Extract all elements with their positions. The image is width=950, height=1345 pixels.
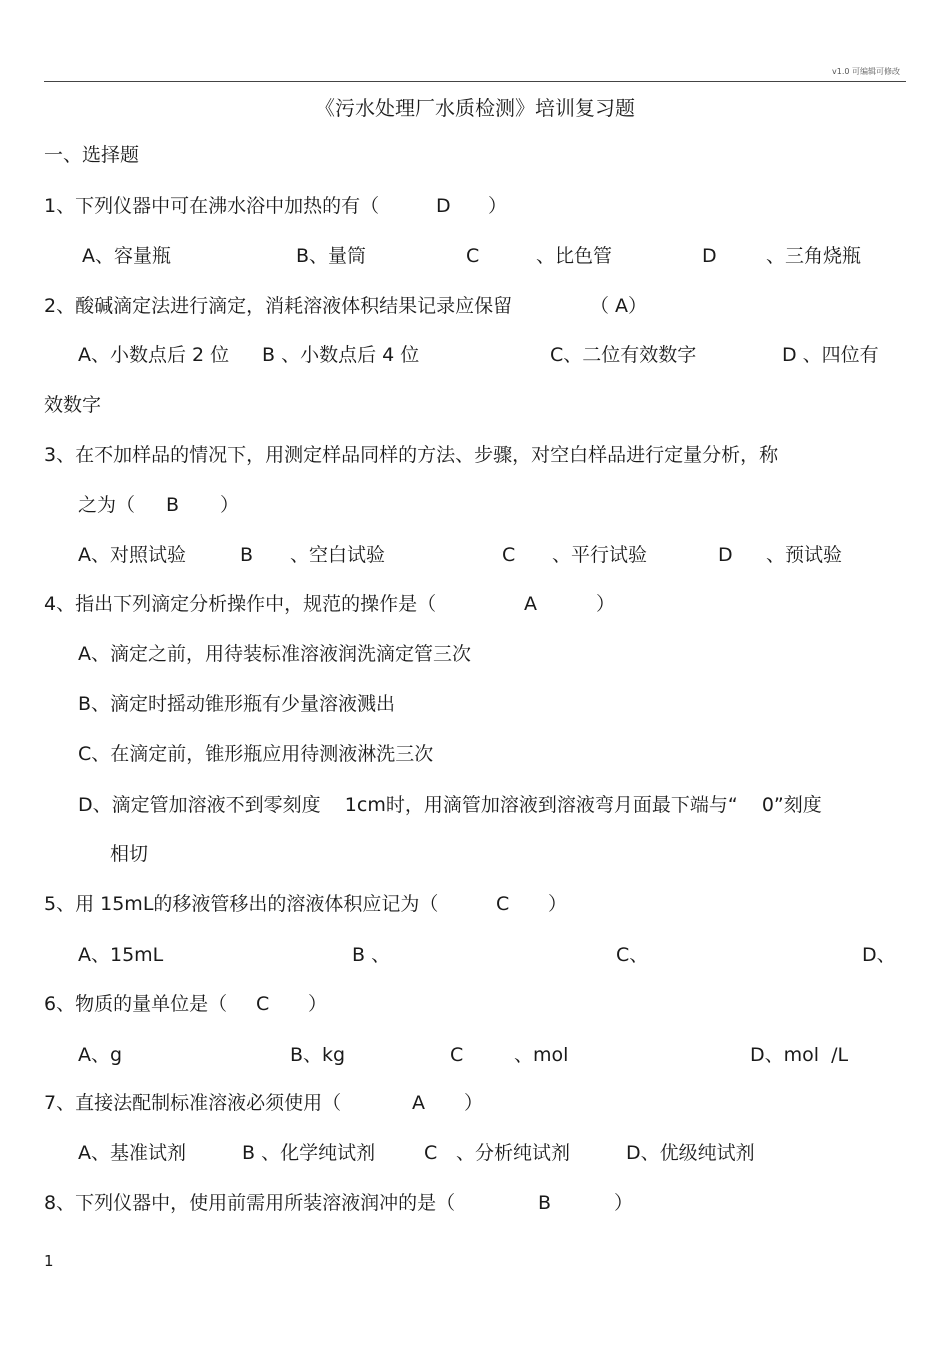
option-d: D、mol /L bbox=[750, 1044, 849, 1066]
option-d: D、滴定管加溶液不到零刻度 1cm时，用滴管加溶液到溶液弯月面最下端与“ 0”刻度 bbox=[78, 794, 822, 816]
answer-close: ） bbox=[464, 1092, 484, 1114]
answer-close: ） bbox=[596, 593, 616, 615]
answer: C bbox=[496, 893, 510, 915]
page-title: 《污水处理厂水质检测》培训复习题 bbox=[315, 96, 635, 120]
answer-close: ） bbox=[614, 1192, 634, 1214]
option-a: A、基准试剂 bbox=[78, 1142, 186, 1164]
option-d-continued: 效数字 bbox=[44, 394, 102, 416]
header-note: v1.0 可编辑可修改 bbox=[832, 67, 900, 76]
question-stem: 7、直接法配制标准溶液必须使用（ bbox=[44, 1092, 342, 1114]
question-stem: 6、物质的量单位是（ bbox=[44, 993, 228, 1015]
answer-close: ） bbox=[220, 494, 240, 516]
option-b: B、量筒 bbox=[296, 245, 367, 267]
answer: D bbox=[436, 195, 451, 217]
option-c: C、二位有效数字 bbox=[550, 344, 697, 366]
option-c-letter: C bbox=[424, 1142, 438, 1164]
page-number: 1 bbox=[44, 1252, 54, 1270]
question-stem: 2、酸碱滴定法进行滴定，消耗溶液体积结果记录应保留 bbox=[44, 295, 513, 317]
option-d: D、优级纯试剂 bbox=[626, 1142, 755, 1164]
option-b: B 、化学纯试剂 bbox=[242, 1142, 376, 1164]
option-d-text: 、预试验 bbox=[766, 544, 843, 566]
option-c-text: 、mol bbox=[514, 1044, 569, 1066]
option-c-text: 、平行试验 bbox=[552, 544, 648, 566]
option-c-letter: C bbox=[502, 544, 516, 566]
option-b: B、滴定时摇动锥形瓶有少量溶液溅出 bbox=[78, 693, 396, 715]
option-a: A、小数点后 2 位 bbox=[78, 344, 230, 366]
answer-close: ） bbox=[548, 893, 568, 915]
option-b: B 、小数点后 4 位 bbox=[262, 344, 420, 366]
option-a: A、g bbox=[78, 1044, 123, 1066]
option-c-letter: C bbox=[450, 1044, 464, 1066]
option-d-text: 、三角烧瓶 bbox=[766, 245, 862, 267]
option-a: A、滴定之前，用待装标准溶液润洗滴定管三次 bbox=[78, 643, 471, 665]
answer: A bbox=[412, 1092, 425, 1114]
answer: A bbox=[524, 593, 537, 615]
option-a: A、15mL bbox=[78, 944, 164, 966]
option-a: A、容量瓶 bbox=[82, 245, 171, 267]
option-d-letter: D bbox=[702, 245, 717, 267]
question-stem: 8、下列仪器中，使用前需用所装溶液润冲的是（ bbox=[44, 1192, 456, 1214]
option-d-continued: 相切 bbox=[110, 843, 149, 865]
answer: （ A） bbox=[590, 295, 648, 317]
question-stem: 5、用 15mL的移液管移出的溶液体积应记为（ bbox=[44, 893, 439, 915]
option-a: A、对照试验 bbox=[78, 544, 186, 566]
answer-close: ） bbox=[308, 993, 328, 1015]
question-stem: 4、指出下列滴定分析操作中，规范的操作是（ bbox=[44, 593, 437, 615]
option-c-letter: C bbox=[466, 245, 480, 267]
option-b: B 、 bbox=[352, 944, 391, 966]
answer-close: ） bbox=[488, 195, 508, 217]
option-c-text: 、比色管 bbox=[536, 245, 613, 267]
option-b-letter: B bbox=[240, 544, 254, 566]
option-b: B、kg bbox=[290, 1044, 346, 1066]
option-c-text: 、分析纯试剂 bbox=[456, 1142, 571, 1164]
answer: B bbox=[538, 1192, 552, 1214]
section-heading: 一、选择题 bbox=[44, 144, 140, 166]
question-stem: 1、下列仪器中可在沸水浴中加热的有（ bbox=[44, 195, 380, 217]
question-stem-continued: 之为（ bbox=[78, 494, 136, 516]
option-c: C、 bbox=[616, 944, 649, 966]
option-b-text: 、空白试验 bbox=[290, 544, 386, 566]
answer: B bbox=[166, 494, 180, 516]
header-rule bbox=[44, 81, 906, 82]
question-stem: 3、在不加样品的情况下，用测定样品同样的方法、步骤，对空白样品进行定量分析，称 bbox=[44, 444, 779, 466]
option-d: D 、四位有 bbox=[782, 344, 879, 366]
answer: C bbox=[256, 993, 270, 1015]
option-c: C、在滴定前，锥形瓶应用待测液淋洗三次 bbox=[78, 743, 434, 765]
option-d: D、 bbox=[862, 944, 896, 966]
option-d-letter: D bbox=[718, 544, 733, 566]
